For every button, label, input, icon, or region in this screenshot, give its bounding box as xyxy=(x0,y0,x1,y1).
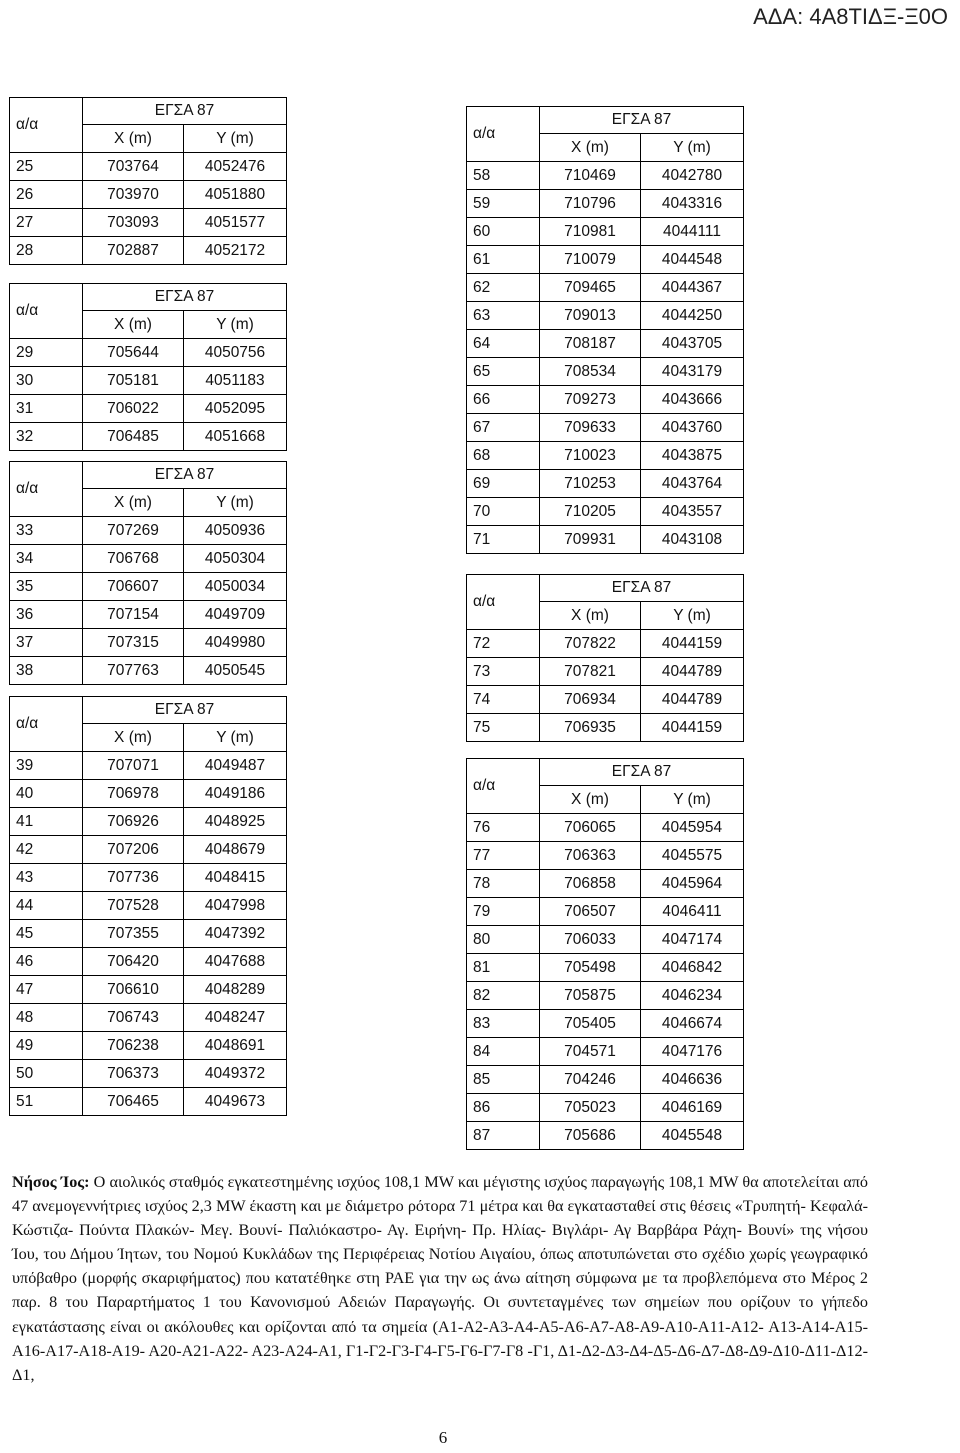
x-coordinate: 707315 xyxy=(83,629,184,657)
x-coordinate: 710205 xyxy=(540,498,641,526)
y-header: Y (m) xyxy=(184,489,287,517)
y-coordinate: 4047176 xyxy=(641,1038,744,1066)
x-coordinate: 707071 xyxy=(83,752,184,780)
point-number: 66 xyxy=(467,386,540,414)
datum-header: ΕΓΣΑ 87 xyxy=(83,697,287,724)
point-number: 81 xyxy=(467,954,540,982)
y-coordinate: 4046636 xyxy=(641,1066,744,1094)
y-coordinate: 4051577 xyxy=(184,209,287,237)
y-coordinate: 4046169 xyxy=(641,1094,744,1122)
aa-header: α/α xyxy=(10,462,83,517)
y-coordinate: 4048289 xyxy=(184,976,287,1004)
x-coordinate: 706420 xyxy=(83,948,184,976)
x-coordinate: 706610 xyxy=(83,976,184,1004)
point-number: 42 xyxy=(10,836,83,864)
aa-header: α/α xyxy=(467,575,540,630)
table-row xyxy=(467,1010,744,1038)
y-coordinate: 4045548 xyxy=(641,1122,744,1150)
y-coordinate: 4052172 xyxy=(184,237,287,265)
x-coordinate: 707206 xyxy=(83,836,184,864)
table-row xyxy=(10,339,287,367)
x-coordinate: 707736 xyxy=(83,864,184,892)
y-coordinate: 4048679 xyxy=(184,836,287,864)
y-coordinate: 4045964 xyxy=(641,870,744,898)
table-row xyxy=(10,601,287,629)
x-coordinate: 706485 xyxy=(83,423,184,451)
y-coordinate: 4044159 xyxy=(641,630,744,658)
point-number: 29 xyxy=(10,339,83,367)
y-coordinate: 4049372 xyxy=(184,1060,287,1088)
document-id-header: ΑΔΑ: 4Α8ΤΙΔΞ-Ξ0Ο xyxy=(753,4,948,29)
y-coordinate: 4042780 xyxy=(641,162,744,190)
point-number: 51 xyxy=(10,1088,83,1116)
point-number: 63 xyxy=(467,302,540,330)
paragraph-text: Ο αιολικός σταθμός εγκατεστημένης ισχύος 108,1 MW και μέγιστης ισχύος παραγωγής 108,1 MW θα αποτελείται από 47 ανεμογεννήτριες ισχύος 2,3 MW έκαστη και με διάμετρο ρότορα 71 μέτρα και θα εγκατασταθεί στις θέσεις «Τρυπητή- Κεφαλά- Κώστιζα- Πούντα Πλακών- Μεγ. Βουνί- Παλιόκαστρο- Αγ. Ειρήνη- Πρ. Ηλίας- Βιγλάρι- Αγ Βαρβάρα Ράχη- Βουνί» της νήσου Ίου, του Δήμου Ίητων, του Νομού Κυκλάδων της Περιφέρειας Νοτίου Αιγαίου, όπως αποτυπώνεται στο σχέδιο χωρίς γεωγραφικό υπόβαθρο (μορφής σκαριφήματος) που κατατέθηκε στη ΡΑΕ για την ως άνω αίτηση σύμφωνα με τα προβλεπόμενα στο Μέρος 2 παρ. 8 του Παραρτήματος 1 του Κανονισμού Αδειών Παραγωγής. Οι συντεταγμένες των σημείων που ορίζουν το γήπεδο εγκατάστασης είναι οι ακόλουθες και ορίζονται από τα σημεία (Α1-Α2-Α3-Α4-Α5-Α6-Α7-Α8-Α9-Α10-Α11-Α12- Α13-Α14-Α15-Α16-Α17-Α18-Α19- Α20-Α21-Α22- Α23-Α24-Α1, Γ1-Γ2-Γ3-Γ4-Γ5-Γ6-Γ7-Γ8 -Γ1, Δ1-Δ2-Δ3-Δ4-Δ5-Δ6-Δ7-Δ8-Δ9-Δ10-Δ11-Δ12-Δ1, xyxy=(12,1173,868,1384)
table-row xyxy=(467,386,744,414)
table-row xyxy=(10,1060,287,1088)
table-row xyxy=(10,545,287,573)
point-number: 74 xyxy=(467,686,540,714)
table-row xyxy=(467,898,744,926)
x-coordinate: 706065 xyxy=(540,814,641,842)
point-number: 78 xyxy=(467,870,540,898)
island-heading: Νήσος Ίος: xyxy=(12,1173,90,1191)
point-number: 45 xyxy=(10,920,83,948)
point-number: 34 xyxy=(10,545,83,573)
x-coordinate: 705644 xyxy=(83,339,184,367)
y-coordinate: 4044250 xyxy=(641,302,744,330)
x-header: X (m) xyxy=(540,134,641,162)
datum-header: ΕΓΣΑ 87 xyxy=(83,462,287,489)
x-header: X (m) xyxy=(83,125,184,153)
y-coordinate: 4051183 xyxy=(184,367,287,395)
x-coordinate: 706934 xyxy=(540,686,641,714)
y-coordinate: 4047174 xyxy=(641,926,744,954)
x-coordinate: 706858 xyxy=(540,870,641,898)
description-paragraph xyxy=(12,1170,868,1387)
x-coordinate: 707821 xyxy=(540,658,641,686)
table-row xyxy=(10,1004,287,1032)
y-coordinate: 4051668 xyxy=(184,423,287,451)
x-coordinate: 707154 xyxy=(83,601,184,629)
point-number: 25 xyxy=(10,153,83,181)
table-row xyxy=(467,414,744,442)
header-row xyxy=(10,697,287,724)
point-number: 86 xyxy=(467,1094,540,1122)
table-row xyxy=(467,190,744,218)
x-coordinate: 706743 xyxy=(83,1004,184,1032)
y-coordinate: 4046674 xyxy=(641,1010,744,1038)
table-row xyxy=(10,423,287,451)
point-number: 84 xyxy=(467,1038,540,1066)
x-header: X (m) xyxy=(540,786,641,814)
x-coordinate: 706978 xyxy=(83,780,184,808)
table-row xyxy=(467,658,744,686)
x-coordinate: 709465 xyxy=(540,274,641,302)
y-coordinate: 4043875 xyxy=(641,442,744,470)
y-coordinate: 4043108 xyxy=(641,526,744,554)
x-coordinate: 706935 xyxy=(540,714,641,742)
y-coordinate: 4043705 xyxy=(641,330,744,358)
x-coordinate: 707763 xyxy=(83,657,184,685)
y-coordinate: 4046842 xyxy=(641,954,744,982)
x-coordinate: 706465 xyxy=(83,1088,184,1116)
point-number: 38 xyxy=(10,657,83,685)
y-coordinate: 4050545 xyxy=(184,657,287,685)
y-coordinate: 4046234 xyxy=(641,982,744,1010)
point-number: 85 xyxy=(467,1066,540,1094)
point-number: 70 xyxy=(467,498,540,526)
y-coordinate: 4049673 xyxy=(184,1088,287,1116)
coordinates-table xyxy=(9,97,287,265)
y-coordinate: 4044367 xyxy=(641,274,744,302)
table-row xyxy=(467,1066,744,1094)
table-row xyxy=(467,498,744,526)
x-coordinate: 703970 xyxy=(83,181,184,209)
y-coordinate: 4044789 xyxy=(641,658,744,686)
point-number: 40 xyxy=(10,780,83,808)
coordinates-table xyxy=(9,696,287,1116)
point-number: 36 xyxy=(10,601,83,629)
y-coordinate: 4047998 xyxy=(184,892,287,920)
point-number: 80 xyxy=(467,926,540,954)
point-number: 60 xyxy=(467,218,540,246)
y-coordinate: 4045954 xyxy=(641,814,744,842)
table-row xyxy=(467,842,744,870)
point-number: 32 xyxy=(10,423,83,451)
point-number: 46 xyxy=(10,948,83,976)
x-coordinate: 703093 xyxy=(83,209,184,237)
table-row xyxy=(467,218,744,246)
x-header: X (m) xyxy=(83,311,184,339)
point-number: 44 xyxy=(10,892,83,920)
datum-header: ΕΓΣΑ 87 xyxy=(540,759,744,786)
point-number: 43 xyxy=(10,864,83,892)
table-row xyxy=(467,982,744,1010)
table-row xyxy=(10,864,287,892)
table-row xyxy=(467,630,744,658)
point-number: 30 xyxy=(10,367,83,395)
table-row xyxy=(10,1032,287,1060)
y-coordinate: 4050034 xyxy=(184,573,287,601)
x-coordinate: 707269 xyxy=(83,517,184,545)
x-coordinate: 706926 xyxy=(83,808,184,836)
x-header: X (m) xyxy=(83,724,184,752)
x-coordinate: 710079 xyxy=(540,246,641,274)
y-coordinate: 4052095 xyxy=(184,395,287,423)
datum-header: ΕΓΣΑ 87 xyxy=(83,284,287,311)
x-coordinate: 703764 xyxy=(83,153,184,181)
table-row xyxy=(467,274,744,302)
point-number: 71 xyxy=(467,526,540,554)
point-number: 26 xyxy=(10,181,83,209)
y-header: Y (m) xyxy=(184,125,287,153)
y-header: Y (m) xyxy=(641,134,744,162)
coordinates-table xyxy=(9,283,287,451)
x-coordinate: 704246 xyxy=(540,1066,641,1094)
table-row xyxy=(467,870,744,898)
page-number: 6 xyxy=(438,1428,448,1447)
table-row xyxy=(10,181,287,209)
table-row xyxy=(10,780,287,808)
table-row xyxy=(467,302,744,330)
table-row xyxy=(10,629,287,657)
x-coordinate: 710796 xyxy=(540,190,641,218)
y-coordinate: 4044548 xyxy=(641,246,744,274)
y-coordinate: 4044789 xyxy=(641,686,744,714)
y-coordinate: 4049709 xyxy=(184,601,287,629)
x-header: X (m) xyxy=(540,602,641,630)
x-coordinate: 705686 xyxy=(540,1122,641,1150)
y-coordinate: 4050756 xyxy=(184,339,287,367)
y-coordinate: 4048247 xyxy=(184,1004,287,1032)
table-row xyxy=(10,153,287,181)
header-row xyxy=(467,759,744,786)
y-coordinate: 4043557 xyxy=(641,498,744,526)
table-row xyxy=(10,1088,287,1116)
point-number: 72 xyxy=(467,630,540,658)
table-row xyxy=(10,920,287,948)
x-coordinate: 706768 xyxy=(83,545,184,573)
x-coordinate: 706033 xyxy=(540,926,641,954)
point-number: 76 xyxy=(467,814,540,842)
y-header: Y (m) xyxy=(184,311,287,339)
x-coordinate: 709633 xyxy=(540,414,641,442)
table-row xyxy=(10,395,287,423)
table-row xyxy=(467,714,744,742)
table-row xyxy=(467,246,744,274)
y-coordinate: 4044159 xyxy=(641,714,744,742)
x-coordinate: 706238 xyxy=(83,1032,184,1060)
y-coordinate: 4043764 xyxy=(641,470,744,498)
point-number: 33 xyxy=(10,517,83,545)
y-header: Y (m) xyxy=(184,724,287,752)
table-row xyxy=(467,330,744,358)
header-row xyxy=(467,575,744,602)
point-number: 50 xyxy=(10,1060,83,1088)
table-row xyxy=(467,1122,744,1150)
table-row xyxy=(467,358,744,386)
header-row xyxy=(467,107,744,134)
table-row xyxy=(10,209,287,237)
aa-header: α/α xyxy=(10,98,83,153)
coordinates-table xyxy=(466,574,744,742)
x-coordinate: 709931 xyxy=(540,526,641,554)
point-number: 73 xyxy=(467,658,540,686)
x-coordinate: 710023 xyxy=(540,442,641,470)
table-row xyxy=(467,1094,744,1122)
coordinates-table xyxy=(466,758,744,1150)
x-coordinate: 709273 xyxy=(540,386,641,414)
y-coordinate: 4047688 xyxy=(184,948,287,976)
point-number: 31 xyxy=(10,395,83,423)
aa-header: α/α xyxy=(467,107,540,162)
y-coordinate: 4044111 xyxy=(641,218,744,246)
table-row xyxy=(10,836,287,864)
y-coordinate: 4049186 xyxy=(184,780,287,808)
datum-header: ΕΓΣΑ 87 xyxy=(540,575,744,602)
y-header: Y (m) xyxy=(641,786,744,814)
table-row xyxy=(467,814,744,842)
x-coordinate: 707355 xyxy=(83,920,184,948)
y-coordinate: 4045575 xyxy=(641,842,744,870)
point-number: 28 xyxy=(10,237,83,265)
datum-header: ΕΓΣΑ 87 xyxy=(540,107,744,134)
aa-header: α/α xyxy=(10,284,83,339)
point-number: 37 xyxy=(10,629,83,657)
y-coordinate: 4049980 xyxy=(184,629,287,657)
y-coordinate: 4043316 xyxy=(641,190,744,218)
coordinates-table xyxy=(466,106,744,554)
table-row xyxy=(10,517,287,545)
point-number: 77 xyxy=(467,842,540,870)
x-coordinate: 708534 xyxy=(540,358,641,386)
point-number: 79 xyxy=(467,898,540,926)
table-row xyxy=(467,162,744,190)
y-coordinate: 4047392 xyxy=(184,920,287,948)
table-row xyxy=(467,926,744,954)
x-coordinate: 704571 xyxy=(540,1038,641,1066)
y-coordinate: 4048925 xyxy=(184,808,287,836)
header-row xyxy=(10,98,287,125)
table-row xyxy=(467,470,744,498)
x-coordinate: 705023 xyxy=(540,1094,641,1122)
x-coordinate: 705875 xyxy=(540,982,641,1010)
point-number: 68 xyxy=(467,442,540,470)
y-coordinate: 4051880 xyxy=(184,181,287,209)
point-number: 87 xyxy=(467,1122,540,1150)
y-coordinate: 4049487 xyxy=(184,752,287,780)
y-coordinate: 4050936 xyxy=(184,517,287,545)
table-row xyxy=(10,948,287,976)
x-coordinate: 706022 xyxy=(83,395,184,423)
aa-header: α/α xyxy=(10,697,83,752)
x-coordinate: 710253 xyxy=(540,470,641,498)
point-number: 61 xyxy=(467,246,540,274)
table-row xyxy=(467,526,744,554)
table-row xyxy=(10,976,287,1004)
header-row xyxy=(10,462,287,489)
point-number: 75 xyxy=(467,714,540,742)
x-coordinate: 705405 xyxy=(540,1010,641,1038)
table-row xyxy=(10,752,287,780)
aa-header: α/α xyxy=(467,759,540,814)
point-number: 47 xyxy=(10,976,83,1004)
x-coordinate: 710981 xyxy=(540,218,641,246)
table-row xyxy=(467,954,744,982)
y-coordinate: 4048691 xyxy=(184,1032,287,1060)
point-number: 58 xyxy=(467,162,540,190)
y-coordinate: 4050304 xyxy=(184,545,287,573)
y-coordinate: 4043760 xyxy=(641,414,744,442)
x-coordinate: 710469 xyxy=(540,162,641,190)
table-row xyxy=(10,237,287,265)
header-row xyxy=(10,284,287,311)
point-number: 35 xyxy=(10,573,83,601)
x-coordinate: 705181 xyxy=(83,367,184,395)
y-coordinate: 4046411 xyxy=(641,898,744,926)
y-coordinate: 4043179 xyxy=(641,358,744,386)
point-number: 67 xyxy=(467,414,540,442)
table-row xyxy=(467,442,744,470)
x-coordinate: 708187 xyxy=(540,330,641,358)
point-number: 48 xyxy=(10,1004,83,1032)
datum-header: ΕΓΣΑ 87 xyxy=(83,98,287,125)
y-coordinate: 4052476 xyxy=(184,153,287,181)
x-coordinate: 706373 xyxy=(83,1060,184,1088)
x-header: X (m) xyxy=(83,489,184,517)
x-coordinate: 702887 xyxy=(83,237,184,265)
x-coordinate: 706363 xyxy=(540,842,641,870)
point-number: 41 xyxy=(10,808,83,836)
x-coordinate: 706507 xyxy=(540,898,641,926)
table-row xyxy=(467,686,744,714)
point-number: 65 xyxy=(467,358,540,386)
table-row xyxy=(467,1038,744,1066)
x-coordinate: 705498 xyxy=(540,954,641,982)
y-header: Y (m) xyxy=(641,602,744,630)
x-coordinate: 709013 xyxy=(540,302,641,330)
point-number: 27 xyxy=(10,209,83,237)
table-row xyxy=(10,657,287,685)
x-coordinate: 707528 xyxy=(83,892,184,920)
coordinates-table xyxy=(9,461,287,685)
table-row xyxy=(10,367,287,395)
table-row xyxy=(10,573,287,601)
table-row xyxy=(10,892,287,920)
point-number: 64 xyxy=(467,330,540,358)
x-coordinate: 706607 xyxy=(83,573,184,601)
y-coordinate: 4043666 xyxy=(641,386,744,414)
point-number: 83 xyxy=(467,1010,540,1038)
table-row xyxy=(10,808,287,836)
point-number: 49 xyxy=(10,1032,83,1060)
x-coordinate: 707822 xyxy=(540,630,641,658)
point-number: 59 xyxy=(467,190,540,218)
point-number: 39 xyxy=(10,752,83,780)
point-number: 62 xyxy=(467,274,540,302)
y-coordinate: 4048415 xyxy=(184,864,287,892)
point-number: 82 xyxy=(467,982,540,1010)
point-number: 69 xyxy=(467,470,540,498)
